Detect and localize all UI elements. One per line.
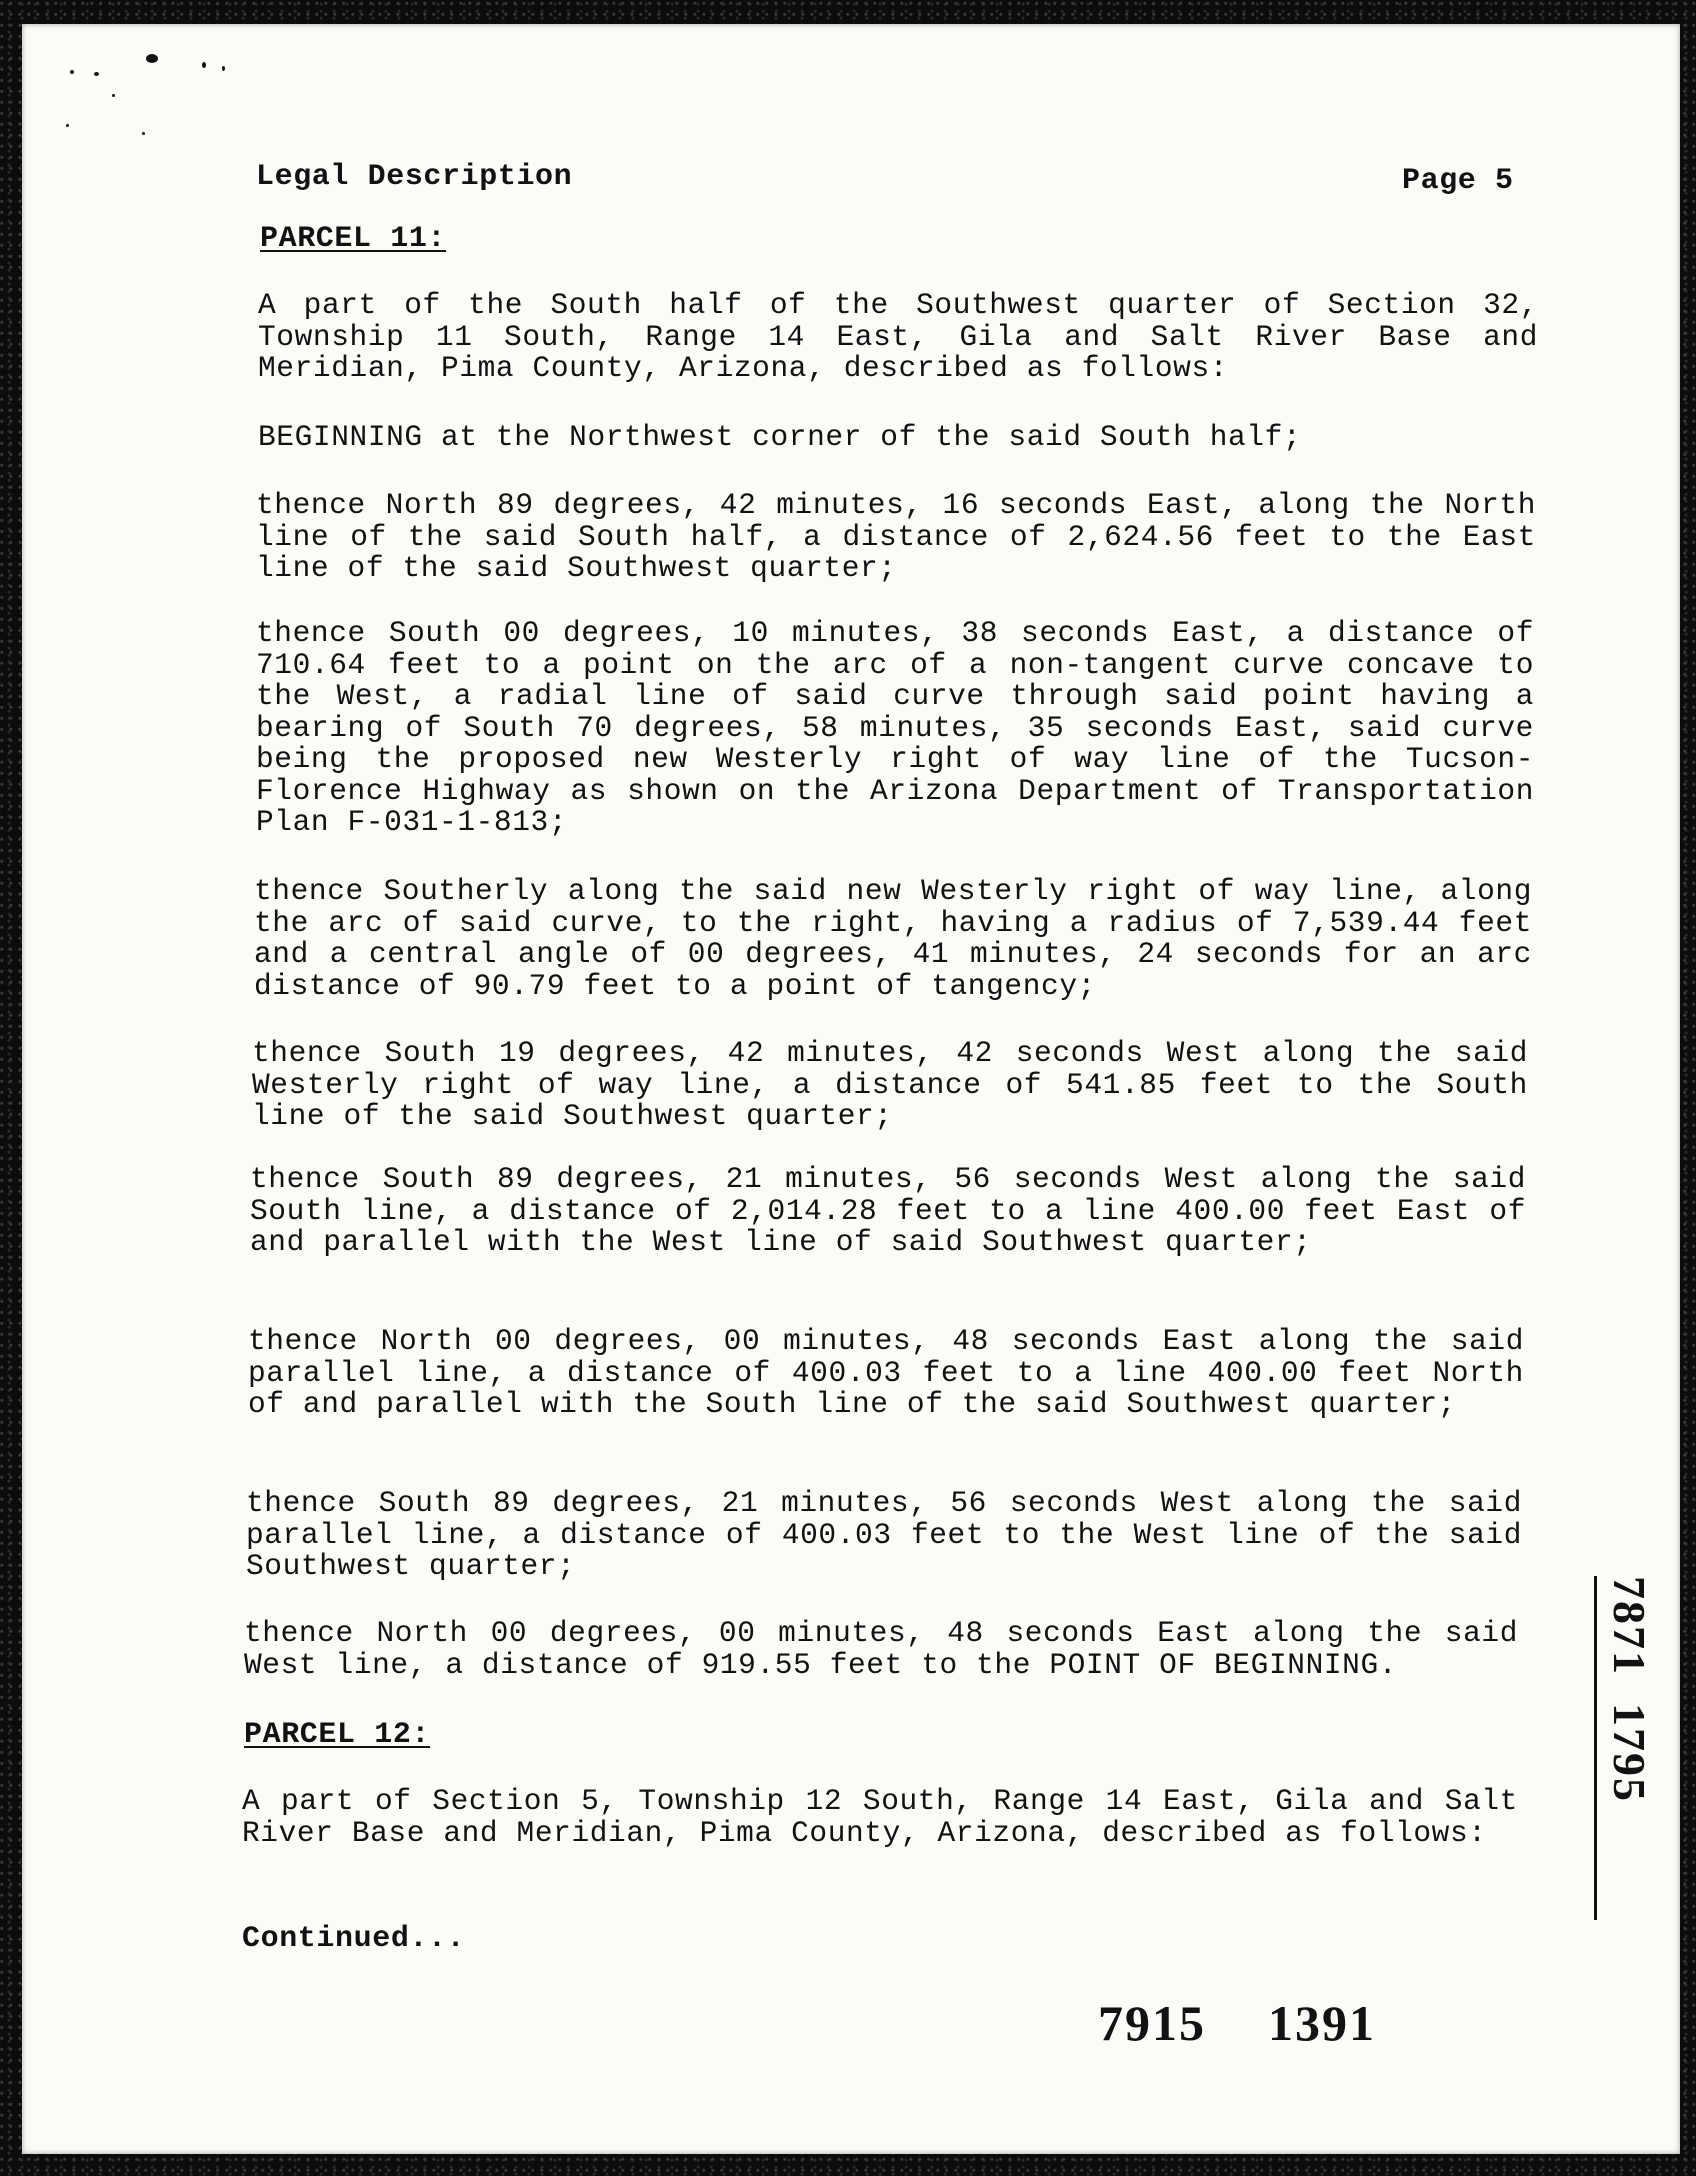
scan-speck — [94, 72, 99, 76]
document-page — [22, 24, 1680, 2154]
parcel-12-intro: A part of Section 5, Township 12 South, Range 14 East, Gila and Salt River Base and Meridian, Pima County, Arizona, described as follows: — [242, 1784, 1518, 1850]
parcel-11-course-4: thence South 19 degrees, 42 minutes, 42 seconds West along the said Westerly right of way line, a distance of 541.85 feet to the South line of the said Southwest quarter; — [252, 1036, 1528, 1133]
parcel-11-intro: A part of the South half of the Southwest quarter of Section 32, Township 11 South, Range 14 East, Gila and Salt River Base and Meridian, Pima County, Arizona, described as follows: — [258, 288, 1538, 385]
parcel-11-beginning: BEGINNING at the Northwest corner of the said South half; — [258, 420, 1302, 454]
side-recording-stamp: 7871 1795 — [1604, 1576, 1655, 1803]
docket-number-right: 1391 — [1268, 1995, 1376, 2051]
scan-speck — [142, 132, 145, 135]
document-title: Legal Description — [256, 160, 573, 194]
page-number: Page 5 — [1402, 164, 1514, 198]
parcel-11-course-6: thence North 00 degrees, 00 minutes, 48 seconds East along the said parallel line, a distance of 400.03 feet to a line 400.00 feet North of and parallel with the South line of the said Southwest quarter; — [248, 1324, 1524, 1421]
scan-speck — [70, 70, 74, 74]
continued-note: Continued... — [242, 1922, 466, 1956]
docket-number-left: 7915 — [1098, 1995, 1206, 2051]
parcel-11-course-5: thence South 89 degrees, 21 minutes, 56 seconds West along the said South line, a distance of 2,014.28 feet to a line 400.00 feet East of and parallel with the West line of said Southwest quarter; — [250, 1162, 1526, 1259]
parcel-11-course-3: thence Southerly along the said new Westerly right of way line, along the arc of said curve, to the right, having a radius of 7,539.44 feet and a central angle of 00 degrees, 41 minutes, 24 seconds for an arc distance of 90.79 feet to a point of tangency; — [254, 874, 1532, 1003]
parcel-11-course-7: thence South 89 degrees, 21 minutes, 56 seconds West along the said parallel line, a distance of 400.03 feet to the West line of the said Southwest quarter; — [246, 1486, 1522, 1583]
parcel-11-course-2: thence South 00 degrees, 10 minutes, 38 seconds East, a distance of 710.64 feet to a point on the arc of a non-tangent curve concave to the West, a radial line of said curve through said point having a bearing of South 70 degrees, 58 minutes, 35 seconds East, said curve being the proposed new Westerly right of way line of the Tucson-Florence Highway as shown on the Arizona Department of Transportation Plan F-031-1-813; — [256, 616, 1534, 839]
side-stamp-strike — [1594, 1576, 1597, 1920]
scan-speck — [112, 94, 115, 97]
parcel-11-heading: PARCEL 11: — [260, 222, 447, 256]
parcel-11-course-1: thence North 89 degrees, 42 minutes, 16 seconds East, along the North line of the said South half, a distance of 2,624.56 feet to the East line of the said Southwest quarter; — [256, 488, 1536, 585]
scan-speck — [222, 66, 225, 71]
scan-speck — [146, 54, 158, 63]
scan-speck — [66, 124, 69, 127]
scan-speck — [202, 62, 206, 68]
parcel-11-course-8: thence North 00 degrees, 00 minutes, 48 seconds East along the said West line, a distance of 919.55 feet to the POINT OF BEGINNING. — [244, 1616, 1518, 1682]
parcel-12-heading: PARCEL 12: — [244, 1718, 431, 1752]
